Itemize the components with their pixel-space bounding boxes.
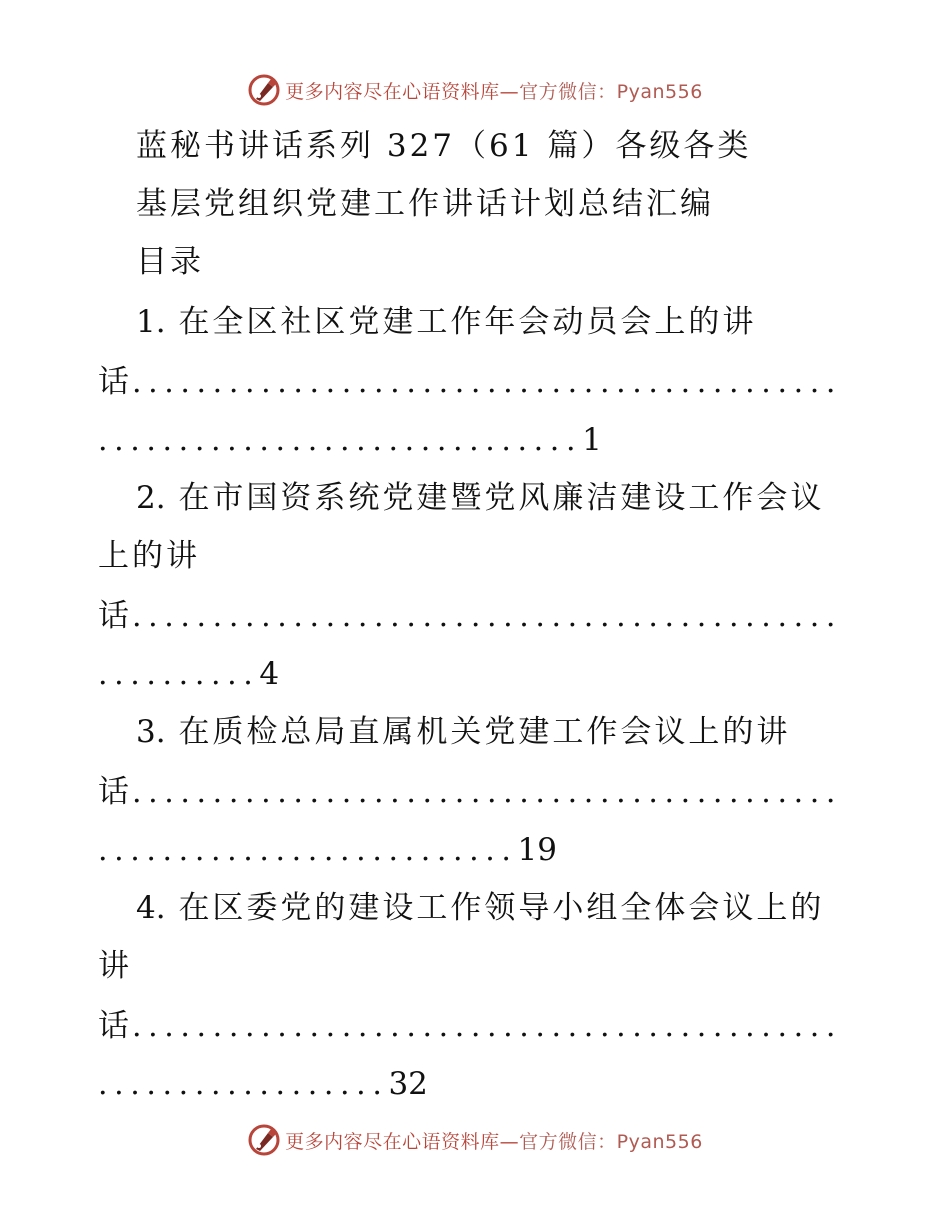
toc-entry-4-title-cont: 讲 (98, 948, 132, 984)
toc-entry-4-page-line: ..................32 (98, 1066, 428, 1102)
toc-entry-4-title: 4. 在区委党的建设工作领导小组全体会议上的 (136, 890, 825, 926)
toc-entry-1-page-line: ..............................1 (98, 422, 602, 458)
toc-entry-4-leader: 话............................................ (98, 1008, 842, 1044)
toc-entry-3-title: 3. 在质检总局直属机关党建工作会议上的讲 (136, 714, 791, 750)
toc-entry-3-leader: 话............................................ (98, 774, 842, 810)
pen-nib-logo-icon (247, 73, 281, 107)
toc-heading: 目录 (136, 244, 204, 280)
toc-entry-1-leader: 话............................................ (98, 364, 842, 400)
toc-entry-3-page: 19 (517, 832, 557, 868)
document-title-line-2: 基层党组织党建工作讲话计划总结汇编 (136, 186, 714, 222)
document-title-line-1: 蓝秘书讲话系列 327（61 篇）各级各类 (136, 128, 752, 164)
toc-entry-2-leader: 话............................................ (98, 598, 842, 634)
footer-banner-text: 更多内容尽在心语资料库—官方微信：Pyan556 (285, 1130, 703, 1153)
header-banner (0, 68, 950, 112)
toc-entry-4-page: 32 (388, 1066, 428, 1102)
toc-entry-2-page: 4 (259, 656, 280, 692)
toc-entry-2-page-line: ..........4 (98, 656, 280, 692)
toc-entry-2-title: 2. 在市国资系统党建暨党风廉洁建设工作会议 (136, 480, 825, 516)
toc-entry-2-title-cont: 上的讲 (98, 538, 200, 574)
toc-entry-1-title: 1. 在全区社区党建工作年会动员会上的讲 (136, 304, 757, 340)
header-banner-text: 更多内容尽在心语资料库—官方微信：Pyan556 (285, 80, 703, 103)
toc-entry-1-page: 1 (582, 422, 602, 458)
toc-entry-3-page-line: ..........................19 (98, 832, 557, 868)
footer-banner (0, 1118, 950, 1162)
pen-nib-logo-icon (247, 1123, 281, 1157)
